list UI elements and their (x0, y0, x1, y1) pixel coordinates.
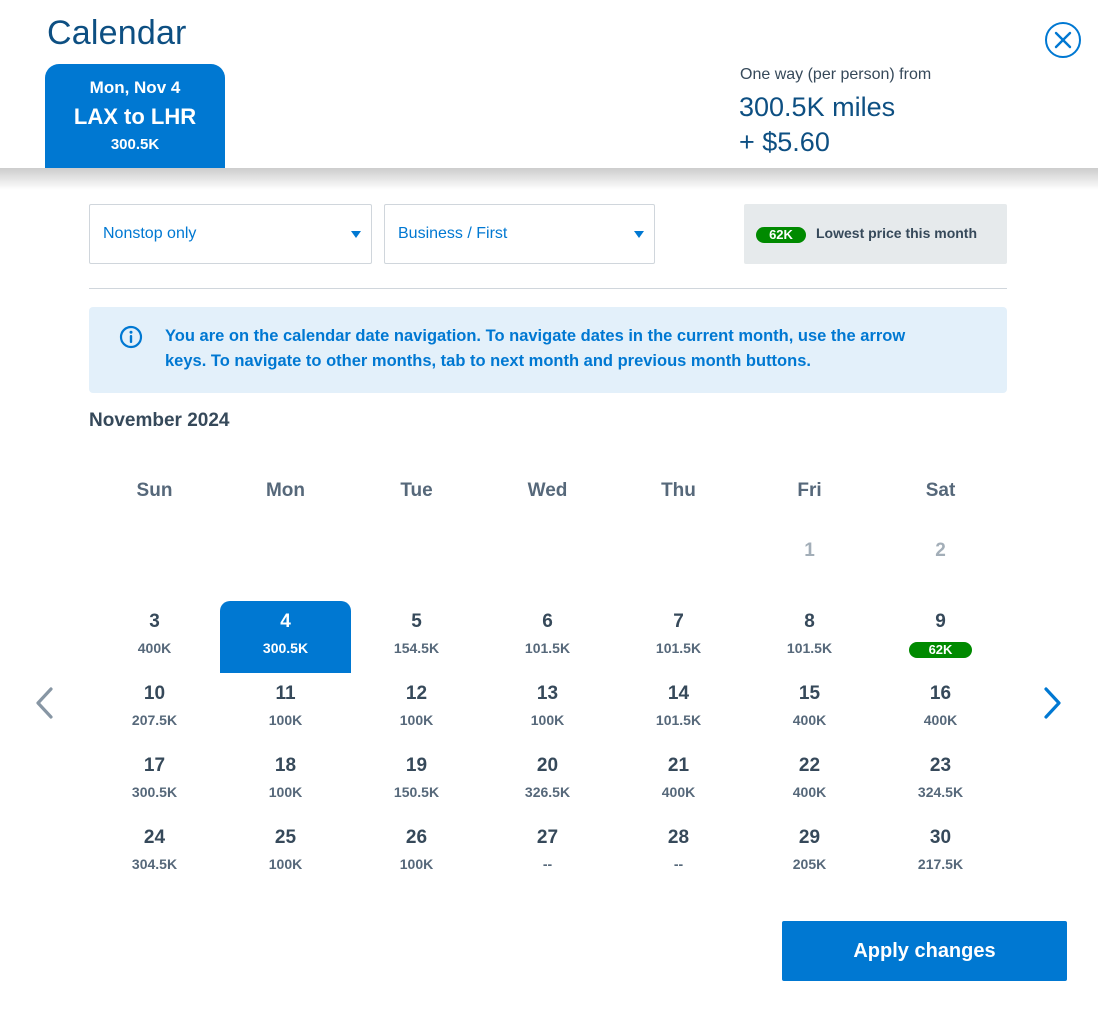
day-number: 20 (536, 755, 559, 776)
day-number: 27 (536, 827, 559, 848)
fare-cash: + $5.60 (739, 127, 830, 157)
day-number: 12 (405, 683, 428, 704)
day-price: 400K (661, 784, 696, 800)
calendar-day-21[interactable] (613, 745, 744, 817)
day-number: 29 (798, 827, 821, 848)
trip-route: LAX to LHR (73, 104, 197, 129)
trip-tab[interactable] (45, 64, 225, 168)
day-number: 13 (536, 683, 559, 704)
day-price: 300.5K (131, 784, 178, 800)
calendar-day-13[interactable] (482, 673, 613, 745)
day-price: 400K (792, 712, 827, 728)
day-price: 154.5K (393, 640, 440, 656)
fare-label: One way (per person) from (740, 66, 932, 83)
day-number: 9 (935, 611, 946, 632)
calendar-day-23[interactable] (875, 745, 1006, 817)
month-title: November 2024 (89, 410, 230, 431)
trip-date: Mon, Nov 4 (89, 78, 181, 97)
day-price: 100K (399, 712, 434, 728)
day-price: 205K (792, 856, 827, 872)
calendar-day-15[interactable] (744, 673, 875, 745)
day-number: 15 (798, 683, 821, 704)
close-button[interactable] (1045, 22, 1081, 58)
weekday-thu: Thu (661, 480, 696, 501)
day-number: 21 (667, 755, 690, 776)
calendar-day-27[interactable] (482, 817, 613, 889)
cabin-select-value: Business / First (398, 225, 508, 242)
caret-down-icon (351, 231, 361, 238)
day-number: 4 (280, 611, 291, 632)
day-number: 22 (798, 755, 821, 776)
calendar-day-24[interactable] (89, 817, 220, 889)
day-price: 217.5K (917, 856, 964, 872)
day-number: 8 (804, 611, 815, 632)
day-number: 17 (143, 755, 166, 776)
day-number: 3 (149, 611, 160, 632)
day-price: 101.5K (655, 712, 702, 728)
calendar-day-12[interactable] (351, 673, 482, 745)
weekday-tue: Tue (400, 480, 433, 501)
day-price: 304.5K (131, 856, 178, 872)
day-number: 14 (667, 683, 690, 704)
weekday-sun: Sun (136, 480, 173, 501)
day-number: 18 (274, 755, 297, 776)
day-number: 28 (667, 827, 690, 848)
calendar-day-28[interactable] (613, 817, 744, 889)
day-price: 100K (268, 712, 303, 728)
calendar-day-11[interactable] (220, 673, 351, 745)
calendar-day-25[interactable] (220, 817, 351, 889)
day-number: 11 (275, 683, 296, 704)
cabin-select[interactable] (384, 204, 655, 264)
lowest-price-text: Lowest price this month (816, 225, 978, 241)
calendar-day-9[interactable] (875, 601, 1006, 673)
stops-select-value: Nonstop only (103, 225, 197, 242)
calendar-day-7[interactable] (613, 601, 744, 673)
day-price: 400K (923, 712, 958, 728)
weekday-sat: Sat (925, 480, 956, 501)
chevron-left-icon (32, 686, 56, 720)
day-number: 19 (405, 755, 428, 776)
calendar-day-5[interactable] (351, 601, 482, 673)
calendar-day-22[interactable] (744, 745, 875, 817)
day-price: 326.5K (524, 784, 571, 800)
calendar-day-2[interactable] (875, 530, 1006, 602)
day-price: -- (673, 856, 684, 872)
calendar-day-3[interactable] (89, 601, 220, 673)
calendar-day-29[interactable] (744, 817, 875, 889)
previous-month-button[interactable] (32, 686, 56, 720)
calendar-day-16[interactable] (875, 673, 1006, 745)
day-number: 5 (411, 611, 422, 632)
fare-miles: 300.5K miles (739, 92, 896, 122)
day-price: 324.5K (917, 784, 964, 800)
calendar-header (0, 0, 1098, 168)
stops-select[interactable] (89, 204, 372, 264)
lowest-price-legend (744, 204, 1007, 264)
trip-price: 300.5K (110, 136, 160, 153)
calendar-day-17[interactable] (89, 745, 220, 817)
day-price: -- (542, 856, 553, 872)
lowest-price-badge: 62K (756, 227, 806, 243)
day-number: 25 (274, 827, 297, 848)
weekday-fri: Fri (797, 480, 822, 501)
day-number: 26 (405, 827, 428, 848)
day-price: 100K (399, 856, 434, 872)
day-price: 207.5K (131, 712, 178, 728)
day-price: 400K (137, 640, 172, 656)
day-number: 6 (542, 611, 553, 632)
calendar-day-14[interactable] (613, 673, 744, 745)
info-icon (119, 325, 143, 349)
calendar-day-30[interactable] (875, 817, 1006, 889)
calendar-day-26[interactable] (351, 817, 482, 889)
close-icon (1053, 30, 1073, 50)
weekday-wed: Wed (527, 480, 568, 501)
day-number: 2 (935, 540, 946, 561)
day-number: 16 (929, 683, 952, 704)
calendar-day-8[interactable] (744, 601, 875, 673)
day-price: 300.5K (262, 640, 309, 656)
calendar-day-20[interactable] (482, 745, 613, 817)
day-number: 1 (804, 540, 815, 561)
info-banner (89, 307, 1007, 393)
day-price: 101.5K (524, 640, 571, 656)
divider (89, 288, 1007, 289)
page-title: Calendar (47, 14, 187, 52)
calendar-day-10[interactable] (89, 673, 220, 745)
header-shadow (0, 168, 1098, 190)
calendar-day-18[interactable] (220, 745, 351, 817)
calendar-day-19[interactable] (351, 745, 482, 817)
day-number: 30 (929, 827, 952, 848)
day-price: 100K (268, 856, 303, 872)
next-month-button[interactable] (1041, 686, 1065, 720)
day-number: 24 (143, 827, 166, 848)
day-price: 100K (530, 712, 565, 728)
day-number: 10 (143, 683, 166, 704)
day-number: 23 (929, 755, 952, 776)
day-price: 150.5K (393, 784, 440, 800)
chevron-right-icon (1041, 686, 1065, 720)
apply-changes-button[interactable]: Apply changes (782, 921, 1067, 981)
day-number: 7 (673, 611, 684, 632)
weekday-mon: Mon (265, 480, 306, 501)
info-text: You are on the calendar date navigation. To navigate dates in the current month, use the arrow keys. To navigate to other months, tab to next month and previous month buttons. (165, 327, 906, 370)
day-price: 400K (792, 784, 827, 800)
day-price: 101.5K (786, 640, 833, 656)
day-price: 100K (268, 784, 303, 800)
lowest-price-badge: 62K (909, 642, 972, 658)
calendar-day-1[interactable] (744, 530, 875, 602)
calendar-day-6[interactable] (482, 601, 613, 673)
day-price: 101.5K (655, 640, 702, 656)
caret-down-icon (634, 231, 644, 238)
calendar-day-4[interactable] (220, 601, 351, 673)
